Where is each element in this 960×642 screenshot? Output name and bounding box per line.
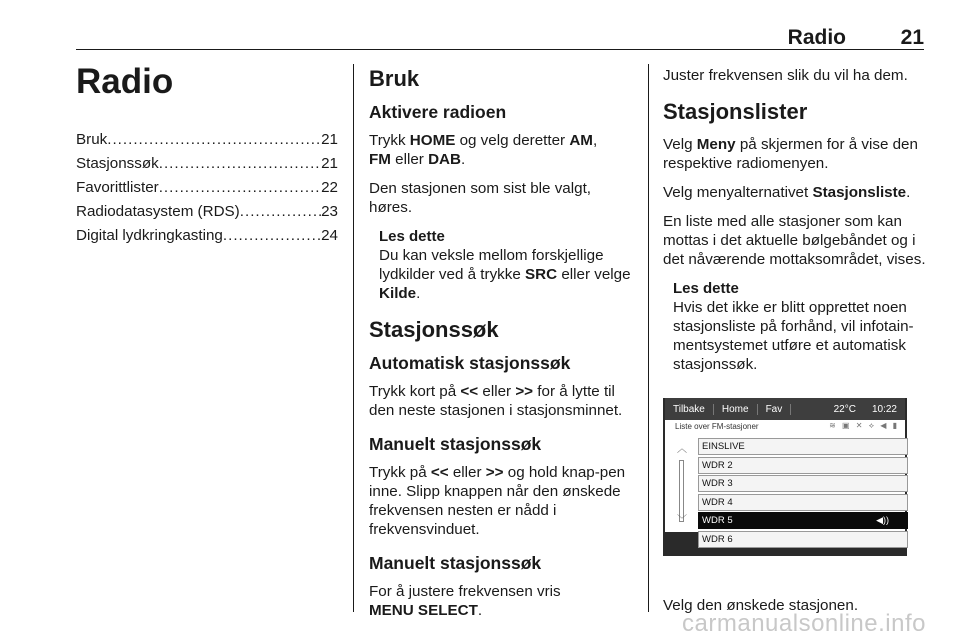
toc-leader bbox=[159, 176, 321, 200]
heading-manuelt-2: Manuelt stasjonssøk bbox=[369, 553, 542, 573]
station-item-selected[interactable]: WDR 5 ◀)) bbox=[698, 512, 908, 529]
note-box bbox=[673, 279, 929, 374]
heading-manuelt-1: Manuelt stasjonssøk bbox=[369, 434, 542, 454]
header-rule bbox=[76, 49, 924, 50]
toc-label: Bruk bbox=[76, 131, 108, 148]
paragraph-meny: Velg Meny på skjermen for å vise den respektive radiomenyen. bbox=[663, 136, 918, 172]
header-page-number: 21 bbox=[900, 26, 924, 49]
paragraph-aktivere: Trykk HOME og velg deretter AM, FM eller DAB. bbox=[369, 132, 598, 168]
screen-status-icons: ≋ ▣ ✕ ⟡ ◀ ▮ bbox=[829, 421, 899, 430]
column-divider-1 bbox=[353, 64, 354, 612]
toc-entry[interactable] bbox=[76, 176, 338, 200]
station-item[interactable]: WDR 3 bbox=[698, 475, 908, 492]
toc-page: 22 bbox=[321, 179, 338, 196]
watermark-text: carmanualsonline.info bbox=[682, 610, 926, 637]
scroll-down-icon[interactable]: ﹀ bbox=[677, 515, 687, 526]
paragraph-manuelt-2: For å justere frekvensen vris MENU SELECT. bbox=[369, 583, 561, 619]
toc-label: Stasjonssøk bbox=[76, 155, 159, 172]
seek-forward-icon: >> bbox=[485, 464, 504, 481]
station-item[interactable]: WDR 2 bbox=[698, 457, 908, 474]
header-section-title: Radio bbox=[787, 26, 846, 49]
station-item[interactable]: EINSLIVE bbox=[698, 438, 908, 455]
seek-back-icon: << bbox=[460, 383, 479, 400]
toc-entry[interactable] bbox=[76, 128, 338, 152]
heading-aktivere: Aktivere radioen bbox=[369, 102, 507, 122]
screen-body bbox=[665, 420, 905, 545]
toc-label: Radiodatasystem (RDS) bbox=[76, 203, 240, 220]
toc-entry[interactable] bbox=[76, 200, 338, 224]
note-text: Du kan veksle mellom forskjellige lydkilder ved å trykke SRC eller velge Kilde. bbox=[379, 247, 631, 302]
paragraph-last-station: Den stasjonen som sist ble valgt, høres. bbox=[369, 180, 592, 216]
toc-leader bbox=[223, 224, 321, 248]
toc-label: Favorittlister bbox=[76, 179, 159, 196]
station-item[interactable]: WDR 6 bbox=[698, 531, 908, 548]
toc-leader bbox=[240, 200, 321, 224]
heading-stasjonslister: Stasjonslister bbox=[663, 99, 808, 124]
screen-top-bar bbox=[665, 398, 905, 420]
heading-bruk: Bruk bbox=[369, 66, 420, 91]
note-text: Hvis det ikke er blitt opprettet noen stasjonsliste på forhånd, vil infotain-mentsystemet utføre et automatisk stasjonssøk. bbox=[673, 299, 914, 373]
screen-temperature: 22°C bbox=[833, 403, 856, 415]
toc-page: 21 bbox=[321, 155, 338, 172]
heading-stasjonssok: Stasjonssøk bbox=[369, 317, 499, 342]
screen-clock: 10:22 bbox=[871, 403, 897, 415]
heading-automatisk: Automatisk stasjonssøk bbox=[369, 353, 571, 373]
screen-back-button[interactable]: Tilbake bbox=[665, 404, 714, 415]
scroll-up-icon[interactable]: ︿ bbox=[677, 444, 687, 455]
note-title: Les dette bbox=[379, 228, 445, 245]
toc-page: 23 bbox=[321, 203, 338, 220]
toc-leader bbox=[159, 152, 321, 176]
seek-forward-icon: >> bbox=[515, 383, 534, 400]
paragraph-automatisk: Trykk kort på << eller >> for å lytte til den neste stasjonen i stasjonsminnet. bbox=[369, 383, 623, 419]
station-list bbox=[698, 438, 908, 549]
screen-home-button[interactable]: Home bbox=[714, 404, 758, 415]
table-of-contents bbox=[76, 128, 338, 248]
toc-entry[interactable] bbox=[76, 224, 338, 248]
seek-back-icon: << bbox=[430, 464, 449, 481]
middle-column bbox=[369, 60, 635, 630]
column-divider-2 bbox=[648, 64, 649, 612]
toc-page: 24 bbox=[321, 227, 338, 244]
right-column bbox=[663, 60, 929, 625]
left-column bbox=[76, 60, 338, 248]
screen-list-caption: Liste over FM-stasjoner bbox=[675, 422, 759, 431]
note-box bbox=[379, 227, 635, 303]
speaker-icon: ◀)) bbox=[876, 515, 889, 525]
note-title: Les dette bbox=[673, 280, 739, 297]
toc-label: Digital lydkringkasting bbox=[76, 227, 223, 244]
screen-fav-button[interactable]: Fav bbox=[758, 404, 792, 415]
paragraph-menu-option: Velg menyalternativet Stasjonsliste. bbox=[663, 184, 911, 201]
toc-entry[interactable] bbox=[76, 152, 338, 176]
station-item[interactable]: WDR 4 bbox=[698, 494, 908, 511]
paragraph-manuelt-1: Trykk på << eller >> og hold knap-pen inne. Slipp knappen når den ønskede frekvensen nesten er nådd i frekvensvinduet. bbox=[369, 464, 626, 538]
toc-page: 21 bbox=[321, 131, 338, 148]
toc-leader bbox=[107, 128, 321, 152]
paragraph-adjust: Juster frekvensen slik du vil ha dem. bbox=[663, 67, 908, 84]
paragraph-select-station: Velg den ønskede stasjonen. bbox=[663, 597, 859, 614]
chapter-title: Radio bbox=[76, 62, 174, 101]
infotainment-screen bbox=[663, 398, 907, 556]
paragraph-list-info: En liste med alle stasjoner som kan mottas i det aktuelle bølgebåndet og i det nåværende mottaksområdet, vises. bbox=[663, 213, 926, 268]
